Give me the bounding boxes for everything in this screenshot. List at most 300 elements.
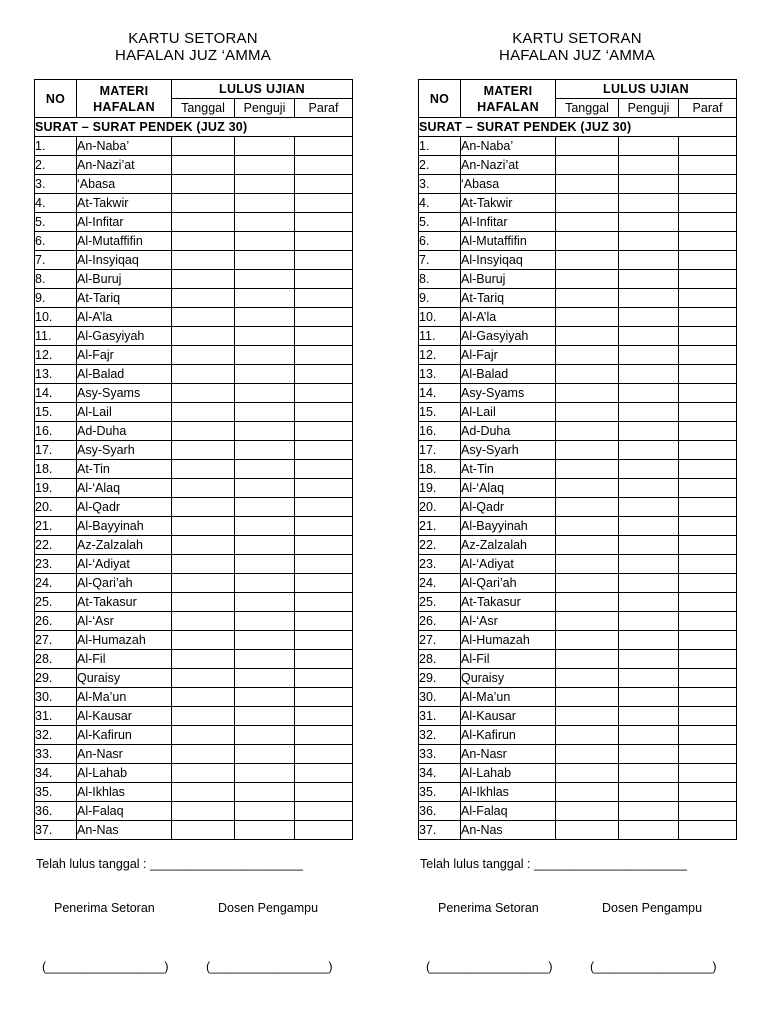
penguji-cell xyxy=(619,574,679,593)
table-row xyxy=(35,422,353,441)
row-number: 25. xyxy=(35,593,77,612)
memorization-table xyxy=(34,79,353,840)
row-number: 34. xyxy=(419,764,461,783)
row-number: 27. xyxy=(419,631,461,650)
tanggal-cell xyxy=(172,422,235,441)
row-number: 15. xyxy=(419,403,461,422)
penguji-cell xyxy=(619,251,679,270)
header-paraf: Paraf xyxy=(295,99,353,118)
table-row xyxy=(35,232,353,251)
tanggal-cell xyxy=(172,669,235,688)
row-number: 6. xyxy=(35,232,77,251)
paraf-cell xyxy=(295,289,353,308)
row-number: 28. xyxy=(35,650,77,669)
row-number: 10. xyxy=(35,308,77,327)
table-row xyxy=(419,422,737,441)
table-row xyxy=(35,726,353,745)
table-row xyxy=(419,536,737,555)
table-row xyxy=(35,574,353,593)
row-number: 12. xyxy=(35,346,77,365)
surah-name: At-Takwir xyxy=(77,194,172,213)
table-row xyxy=(419,498,737,517)
table-row xyxy=(35,688,353,707)
penguji-cell xyxy=(235,251,295,270)
penguji-cell xyxy=(235,156,295,175)
surah-name: An-Nasr xyxy=(77,745,172,764)
tanggal-cell xyxy=(556,137,619,156)
table-row xyxy=(419,479,737,498)
surah-name: Al-Bayyinah xyxy=(77,517,172,536)
row-number: 26. xyxy=(419,612,461,631)
tanggal-cell xyxy=(556,384,619,403)
tanggal-cell xyxy=(172,460,235,479)
tanggal-cell xyxy=(172,745,235,764)
signature-blank-lecturer: (_________________) xyxy=(590,960,717,974)
penguji-cell xyxy=(619,346,679,365)
tanggal-cell xyxy=(556,745,619,764)
penguji-cell xyxy=(235,479,295,498)
row-number: 8. xyxy=(419,270,461,289)
tanggal-cell xyxy=(556,156,619,175)
paraf-cell xyxy=(679,726,737,745)
surah-name: Asy-Syams xyxy=(461,384,556,403)
tanggal-cell xyxy=(172,631,235,650)
paraf-cell xyxy=(679,574,737,593)
table-row xyxy=(35,384,353,403)
signature-blank-lecturer: (_________________) xyxy=(206,960,333,974)
penguji-cell xyxy=(619,289,679,308)
tanggal-cell xyxy=(172,213,235,232)
surah-name: Az-Zalzalah xyxy=(461,536,556,555)
tanggal-cell xyxy=(556,270,619,289)
row-number: 22. xyxy=(419,536,461,555)
table-row xyxy=(35,631,353,650)
tanggal-cell xyxy=(172,479,235,498)
table-row xyxy=(419,346,737,365)
penguji-cell xyxy=(235,536,295,555)
paraf-cell xyxy=(679,384,737,403)
tanggal-cell xyxy=(172,574,235,593)
paraf-cell xyxy=(295,745,353,764)
penguji-cell xyxy=(619,175,679,194)
penguji-cell xyxy=(619,270,679,289)
penguji-cell xyxy=(235,460,295,479)
paraf-cell xyxy=(295,555,353,574)
paraf-cell xyxy=(679,422,737,441)
tanggal-cell xyxy=(172,688,235,707)
paraf-cell xyxy=(679,707,737,726)
penguji-cell xyxy=(619,669,679,688)
tanggal-cell xyxy=(556,327,619,346)
paraf-cell xyxy=(295,460,353,479)
surah-name: Quraisy xyxy=(461,669,556,688)
paraf-cell xyxy=(295,726,353,745)
header-materi: MATERI xyxy=(99,83,149,98)
table-row xyxy=(419,669,737,688)
row-number: 25. xyxy=(419,593,461,612)
tanggal-cell xyxy=(556,783,619,802)
surah-name: Al-Mutaffifin xyxy=(77,232,172,251)
surah-name: An-Naba’ xyxy=(461,137,556,156)
surah-name: Asy-Syarh xyxy=(77,441,172,460)
paraf-cell xyxy=(679,365,737,384)
tanggal-cell xyxy=(556,688,619,707)
table-row xyxy=(35,764,353,783)
paraf-cell xyxy=(679,213,737,232)
card-title-line2: HAFALAN JUZ ‘AMMA xyxy=(115,47,271,64)
table-row xyxy=(35,213,353,232)
penguji-cell xyxy=(235,517,295,536)
paraf-cell xyxy=(295,270,353,289)
surah-name: Al-Ma’un xyxy=(77,688,172,707)
table-row xyxy=(419,726,737,745)
paraf-cell xyxy=(679,612,737,631)
row-number: 30. xyxy=(419,688,461,707)
table-row xyxy=(419,289,737,308)
penguji-cell xyxy=(235,612,295,631)
penguji-cell xyxy=(619,764,679,783)
row-number: 26. xyxy=(35,612,77,631)
row-number: 32. xyxy=(35,726,77,745)
row-number: 2. xyxy=(419,156,461,175)
table-row xyxy=(35,365,353,384)
surah-name: Al-Falaq xyxy=(461,802,556,821)
header-no: NO xyxy=(35,80,77,118)
table-row xyxy=(419,821,737,840)
tanggal-cell xyxy=(172,289,235,308)
tanggal-cell xyxy=(556,175,619,194)
penguji-cell xyxy=(619,384,679,403)
paraf-cell xyxy=(679,289,737,308)
row-number: 31. xyxy=(35,707,77,726)
paraf-cell xyxy=(295,764,353,783)
paraf-cell xyxy=(679,251,737,270)
penguji-cell xyxy=(235,783,295,802)
header-materi: MATERI xyxy=(483,83,533,98)
surah-name: Al-Infitar xyxy=(461,213,556,232)
tanggal-cell xyxy=(172,555,235,574)
surah-name: Al-Gasyiyah xyxy=(77,327,172,346)
penguji-cell xyxy=(235,821,295,840)
penguji-cell xyxy=(235,327,295,346)
row-number: 15. xyxy=(35,403,77,422)
tanggal-cell xyxy=(556,346,619,365)
surah-name: ‘Abasa xyxy=(461,175,556,194)
header-lulus-ujian: LULUS UJIAN xyxy=(172,80,353,99)
penguji-cell xyxy=(619,650,679,669)
tanggal-cell xyxy=(172,802,235,821)
table-row xyxy=(419,156,737,175)
tanggal-cell xyxy=(172,175,235,194)
tanggal-cell xyxy=(172,251,235,270)
paraf-cell xyxy=(679,745,737,764)
memorization-table xyxy=(418,79,737,840)
paraf-cell xyxy=(295,650,353,669)
penguji-cell xyxy=(235,441,295,460)
penguji-cell xyxy=(235,346,295,365)
row-number: 7. xyxy=(419,251,461,270)
paraf-cell xyxy=(679,650,737,669)
table-row xyxy=(419,802,737,821)
row-number: 11. xyxy=(419,327,461,346)
row-number: 29. xyxy=(35,669,77,688)
row-number: 33. xyxy=(419,745,461,764)
table-row xyxy=(419,137,737,156)
row-number: 29. xyxy=(419,669,461,688)
tanggal-cell xyxy=(556,422,619,441)
table-row xyxy=(35,498,353,517)
section-label: SURAT – SURAT PENDEK (JUZ 30) xyxy=(419,118,737,137)
surah-name: Al-‘Adiyat xyxy=(77,555,172,574)
surah-name: An-Naba’ xyxy=(77,137,172,156)
table-row xyxy=(419,707,737,726)
penguji-cell xyxy=(235,194,295,213)
tanggal-cell xyxy=(556,517,619,536)
table-row xyxy=(419,593,737,612)
table-row xyxy=(35,593,353,612)
surah-name: Al-Fajr xyxy=(77,346,172,365)
surah-name: Al-Humazah xyxy=(461,631,556,650)
tanggal-cell xyxy=(172,764,235,783)
table-row xyxy=(419,175,737,194)
row-number: 27. xyxy=(35,631,77,650)
receiver-label: Penerima Setoran xyxy=(438,901,539,915)
surah-name: Al-Qari’ah xyxy=(461,574,556,593)
paraf-cell xyxy=(679,156,737,175)
row-number: 17. xyxy=(419,441,461,460)
table-row xyxy=(419,251,737,270)
penguji-cell xyxy=(235,593,295,612)
tanggal-cell xyxy=(172,441,235,460)
surah-name: Ad-Duha xyxy=(77,422,172,441)
row-number: 22. xyxy=(35,536,77,555)
paraf-cell xyxy=(679,498,737,517)
tanggal-cell xyxy=(172,270,235,289)
tanggal-cell xyxy=(172,137,235,156)
tanggal-cell xyxy=(172,821,235,840)
penguji-cell xyxy=(619,593,679,612)
tanggal-cell xyxy=(172,498,235,517)
table-row xyxy=(419,555,737,574)
table-row xyxy=(419,232,737,251)
surah-name: Al-Falaq xyxy=(77,802,172,821)
row-number: 20. xyxy=(419,498,461,517)
paraf-cell xyxy=(295,802,353,821)
penguji-cell xyxy=(235,498,295,517)
paraf-cell xyxy=(679,270,737,289)
penguji-cell xyxy=(619,194,679,213)
row-number: 14. xyxy=(35,384,77,403)
paraf-cell xyxy=(679,764,737,783)
penguji-cell xyxy=(235,707,295,726)
row-number: 34. xyxy=(35,764,77,783)
surah-name: Al-Ikhlas xyxy=(461,783,556,802)
penguji-cell xyxy=(235,232,295,251)
table-row xyxy=(35,517,353,536)
surah-name: Al-Bayyinah xyxy=(461,517,556,536)
surah-name: Az-Zalzalah xyxy=(77,536,172,555)
header-materi-hafalan xyxy=(77,80,172,118)
penguji-cell xyxy=(619,688,679,707)
tanggal-cell xyxy=(556,213,619,232)
paraf-cell xyxy=(679,783,737,802)
tanggal-cell xyxy=(172,346,235,365)
passed-date-line: Telah lulus tanggal : ______________________ xyxy=(36,857,303,871)
header-hafalan: HAFALAN xyxy=(477,99,539,114)
penguji-cell xyxy=(235,403,295,422)
row-number: 36. xyxy=(419,802,461,821)
paraf-cell xyxy=(295,232,353,251)
table-row xyxy=(35,555,353,574)
penguji-cell xyxy=(235,745,295,764)
paraf-cell xyxy=(679,308,737,327)
row-number: 5. xyxy=(35,213,77,232)
tanggal-cell xyxy=(556,251,619,270)
paraf-cell xyxy=(295,612,353,631)
penguji-cell xyxy=(619,726,679,745)
table-row xyxy=(35,289,353,308)
surah-name: At-Takasur xyxy=(461,593,556,612)
tanggal-cell xyxy=(556,232,619,251)
row-number: 3. xyxy=(35,175,77,194)
surah-name: Ad-Duha xyxy=(461,422,556,441)
paraf-cell xyxy=(679,517,737,536)
table-row xyxy=(35,821,353,840)
paraf-cell xyxy=(679,346,737,365)
paraf-cell xyxy=(295,365,353,384)
tanggal-cell xyxy=(556,194,619,213)
surah-name: Al-‘Asr xyxy=(77,612,172,631)
row-number: 2. xyxy=(35,156,77,175)
row-number: 37. xyxy=(35,821,77,840)
table-row xyxy=(35,669,353,688)
surah-name: Al-A’la xyxy=(461,308,556,327)
table-row xyxy=(35,536,353,555)
table-row xyxy=(419,213,737,232)
tanggal-cell xyxy=(556,612,619,631)
table-row xyxy=(35,327,353,346)
table-body xyxy=(419,80,737,840)
table-row xyxy=(35,346,353,365)
tanggal-cell xyxy=(556,479,619,498)
penguji-cell xyxy=(619,479,679,498)
surah-name: Al-Lail xyxy=(77,403,172,422)
penguji-cell xyxy=(619,460,679,479)
penguji-cell xyxy=(235,384,295,403)
row-number: 18. xyxy=(419,460,461,479)
table-row xyxy=(419,745,737,764)
lecturer-label: Dosen Pengampu xyxy=(602,901,703,915)
row-number: 28. xyxy=(419,650,461,669)
paraf-cell xyxy=(295,669,353,688)
paraf-cell xyxy=(679,802,737,821)
row-number: 32. xyxy=(419,726,461,745)
header-materi-hafalan xyxy=(461,80,556,118)
row-number: 9. xyxy=(419,289,461,308)
tanggal-cell xyxy=(556,460,619,479)
header-hafalan: HAFALAN xyxy=(93,99,155,114)
tanggal-cell xyxy=(172,593,235,612)
card-title-line2: HAFALAN JUZ ‘AMMA xyxy=(499,47,655,64)
paraf-cell xyxy=(679,403,737,422)
surah-name: At-Takasur xyxy=(77,593,172,612)
row-number: 19. xyxy=(35,479,77,498)
paraf-cell xyxy=(679,232,737,251)
row-number: 23. xyxy=(35,555,77,574)
tanggal-cell xyxy=(172,327,235,346)
penguji-cell xyxy=(235,555,295,574)
penguji-cell xyxy=(619,232,679,251)
paraf-cell xyxy=(295,346,353,365)
penguji-cell xyxy=(235,213,295,232)
row-number: 20. xyxy=(35,498,77,517)
tanggal-cell xyxy=(172,308,235,327)
row-number: 37. xyxy=(419,821,461,840)
penguji-cell xyxy=(235,365,295,384)
surah-name: Al-Buruj xyxy=(461,270,556,289)
surah-name: Al-Kausar xyxy=(77,707,172,726)
row-number: 21. xyxy=(419,517,461,536)
paraf-cell xyxy=(295,574,353,593)
row-number: 33. xyxy=(35,745,77,764)
tanggal-cell xyxy=(556,821,619,840)
row-number: 4. xyxy=(35,194,77,213)
receiver-label: Penerima Setoran xyxy=(54,901,155,915)
table-row xyxy=(35,650,353,669)
surah-name: Al-Fil xyxy=(77,650,172,669)
surah-name: Al-A’la xyxy=(77,308,172,327)
surah-name: An-Nas xyxy=(461,821,556,840)
row-number: 12. xyxy=(419,346,461,365)
table-row xyxy=(419,764,737,783)
surah-name: Al-Fajr xyxy=(461,346,556,365)
header-tanggal: Tanggal xyxy=(556,99,619,118)
table-row xyxy=(419,783,737,802)
paraf-cell xyxy=(295,536,353,555)
penguji-cell xyxy=(235,175,295,194)
tanggal-cell xyxy=(556,308,619,327)
tanggal-cell xyxy=(556,593,619,612)
tanggal-cell xyxy=(556,365,619,384)
surah-name: Al-Gasyiyah xyxy=(461,327,556,346)
row-number: 3. xyxy=(419,175,461,194)
paraf-cell xyxy=(295,308,353,327)
signature-blank-receiver: (_________________) xyxy=(426,960,553,974)
paraf-cell xyxy=(679,821,737,840)
paraf-cell xyxy=(295,631,353,650)
surah-name: Al-Qadr xyxy=(461,498,556,517)
tanggal-cell xyxy=(556,669,619,688)
table-row xyxy=(419,650,737,669)
table-row xyxy=(419,384,737,403)
tanggal-cell xyxy=(556,707,619,726)
surah-name: Asy-Syarh xyxy=(461,441,556,460)
surah-name: Al-Qari’ah xyxy=(77,574,172,593)
paraf-cell xyxy=(295,517,353,536)
table-row xyxy=(419,327,737,346)
surah-name: Al-Balad xyxy=(77,365,172,384)
penguji-cell xyxy=(619,631,679,650)
header-penguji: Penguji xyxy=(619,99,679,118)
surah-name: Al-‘Adiyat xyxy=(461,555,556,574)
paraf-cell xyxy=(679,593,737,612)
row-number: 21. xyxy=(35,517,77,536)
paraf-cell xyxy=(295,441,353,460)
table-row xyxy=(419,403,737,422)
lecturer-label: Dosen Pengampu xyxy=(218,901,319,915)
penguji-cell xyxy=(235,289,295,308)
paraf-cell xyxy=(679,137,737,156)
